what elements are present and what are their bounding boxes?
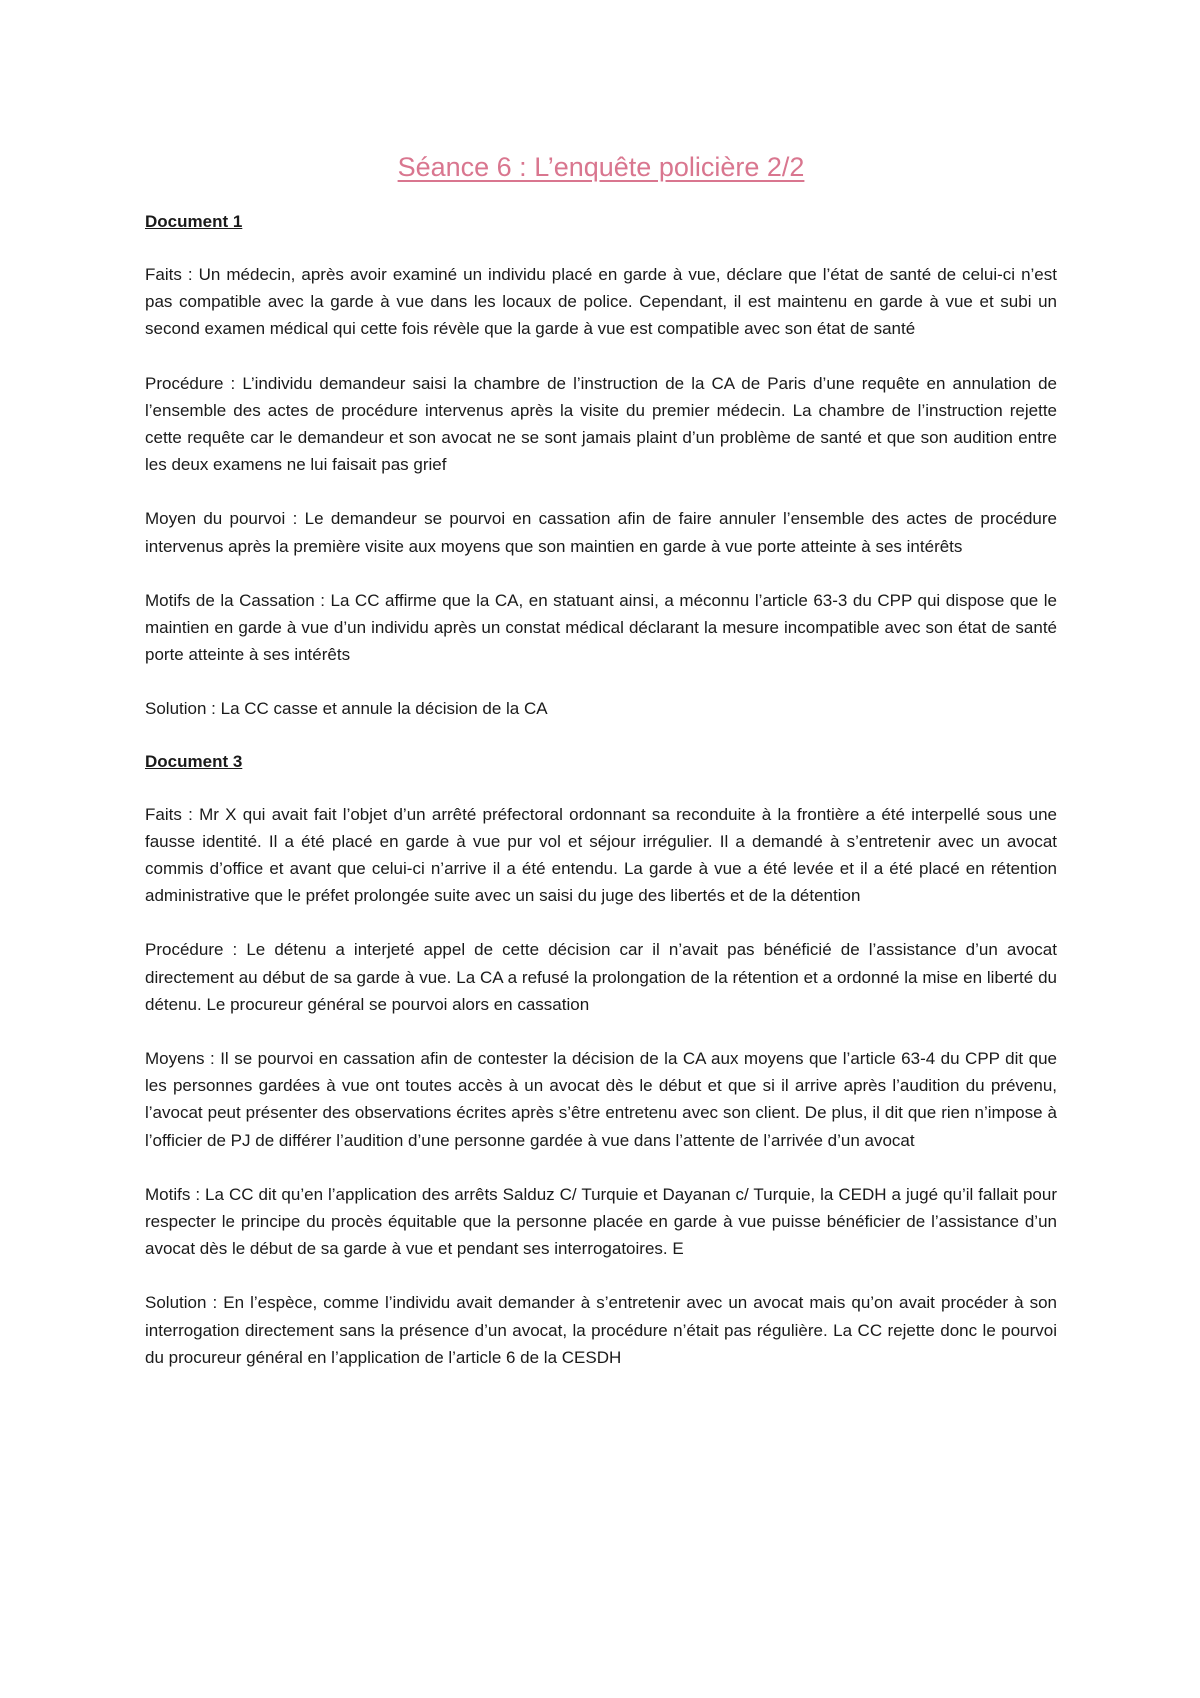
doc1-moyen-paragraph — [145, 505, 1057, 559]
doc3-procedure-text: Le détenu a interjeté appel de cette décision car il n’avait pas bénéficié de l’assistance d’un avocat directement au début de sa garde à vue. La CA a refusé la prolongation de la rétention et a ordonné la mise en liberté du détenu. Le procureur général se pourvoi alors en cassation — [145, 940, 1057, 1014]
doc3-faits-paragraph — [145, 801, 1057, 910]
doc3-faits-label: Faits : — [145, 804, 193, 824]
doc3-procedure-paragraph — [145, 936, 1057, 1018]
doc1-procedure-paragraph — [145, 370, 1057, 479]
doc3-procedure-label: Procédure : — [145, 940, 238, 960]
doc1-procedure-label: Procédure : — [145, 373, 236, 393]
doc3-moyens-paragraph — [145, 1045, 1057, 1154]
doc3-motifs-label: Motifs : — [145, 1184, 201, 1204]
doc1-motifs-text: La CC affirme que la CA, en statuant ainsi, a méconnu l’article 63-3 du CPP qui dispose que le maintien en garde à vue d’un individu après un constat médical déclarant la mesure incompatible avec son état de santé porte atteinte à ses intérêts — [145, 590, 1057, 665]
doc3-motifs-paragraph — [145, 1181, 1057, 1263]
doc3-faits-text: Mr X qui avait fait l’objet d’un arrêté préfectoral ordonnant sa reconduite à la frontière a été interpellé sous une fausse identité. Il a été placé en garde à vue pur vol et séjour irrégulier. Il a demandé à s’entretenir avec un avocat commis d’office et avant que celui-ci n’arrive il a été entendu. La garde à vue a été levée et il a été placé en rétention administrative que le préfet prolongée suite avec un saisi du juge des libertés et de la détention — [145, 804, 1057, 906]
doc1-motifs-label: Motifs de la Cassation : — [145, 590, 325, 610]
document-page — [145, 150, 1057, 1398]
doc1-moyen-label: Moyen du pourvoi : — [145, 509, 298, 529]
doc1-moyen-text: Le demandeur se pourvoi en cassation afin de faire annuler l’ensemble des actes de procédure intervenus après la première visite aux moyens que son maintien en garde à vue porte atteinte à ses intérêts — [145, 509, 1057, 556]
page-title: Séance 6 : L’enquête policière 2/2 — [397, 152, 805, 182]
doc1-faits-paragraph — [145, 261, 1057, 343]
doc3-solution-label: Solution : — [145, 1293, 218, 1313]
doc1-motifs-paragraph — [145, 587, 1057, 669]
document-1-heading: Document 1 — [145, 212, 243, 231]
doc1-faits-label: Faits : — [145, 265, 193, 284]
doc3-motifs-text: La CC dit qu’en l’application des arrêts Salduz C/ Turquie et Dayanan c/ Turquie, la CEDH a jugé qu’il fallait pour respecter le principe du procès équitable que la personne placée en garde à vue puisse bénéficier de l’assistance d’un avocat dès le début de sa garde à vue et pendant ses interrogatoires. E — [145, 1184, 1057, 1259]
doc3-moyens-label: Moyens : — [145, 1049, 215, 1069]
doc1-solution-label: Solution : — [145, 699, 216, 719]
doc1-faits-text: Un médecin, après avoir examiné un individu placé en garde à vue, déclare que l’état de santé de celui-ci n’est pas compatible avec la garde à vue dans les locaux de police. Cependant, il est maintenu en garde à vue et subi un second examen médical qui cette fois révèle que la garde à vue est compatible avec son état de santé — [145, 265, 1057, 339]
document-3-heading: Document 3 — [145, 751, 243, 771]
doc1-solution-text: La CC casse et annule la décision de la CA — [215, 699, 548, 719]
doc1-procedure-text: L’individu demandeur saisi la chambre de l’instruction de la CA de Paris d’une requête en annulation de l’ensemble des actes de procédure intervenus après la visite du premier médecin. La chambre de l’instruction rejette cette requête car le demandeur et son avocat ne se sont jamais plaint d’un problème de santé et que son audition entre les deux examens ne lui faisait pas grief — [145, 373, 1057, 475]
doc3-solution-paragraph — [145, 1289, 1057, 1371]
doc3-solution-text: En l’espèce, comme l’individu avait demander à s’entretenir avec un avocat mais qu’on avait procéder à son interrogation directement sans la présence d’un avocat, la procédure n’était pas régulière. La CC rejette donc le pourvoi du procureur général en l’application de l’article 6 de la CESDH — [145, 1293, 1057, 1367]
doc3-moyens-text: Il se pourvoi en cassation afin de contester la décision de la CA aux moyens que l’article 63-4 du CPP dit que les personnes gardées à vue ont toutes accès à un avocat dès le début et que si il arrive après l’audition du prévenu, l’avocat peut présenter des observations écrites après s’être entretenu avec son client. De plus, il dit que rien n’impose à l’officier de PJ de différer l’audition d’une personne gardée à vue dans l’attente de l’arrivée d’un avocat — [145, 1049, 1057, 1150]
doc1-solution-paragraph — [145, 695, 1057, 722]
